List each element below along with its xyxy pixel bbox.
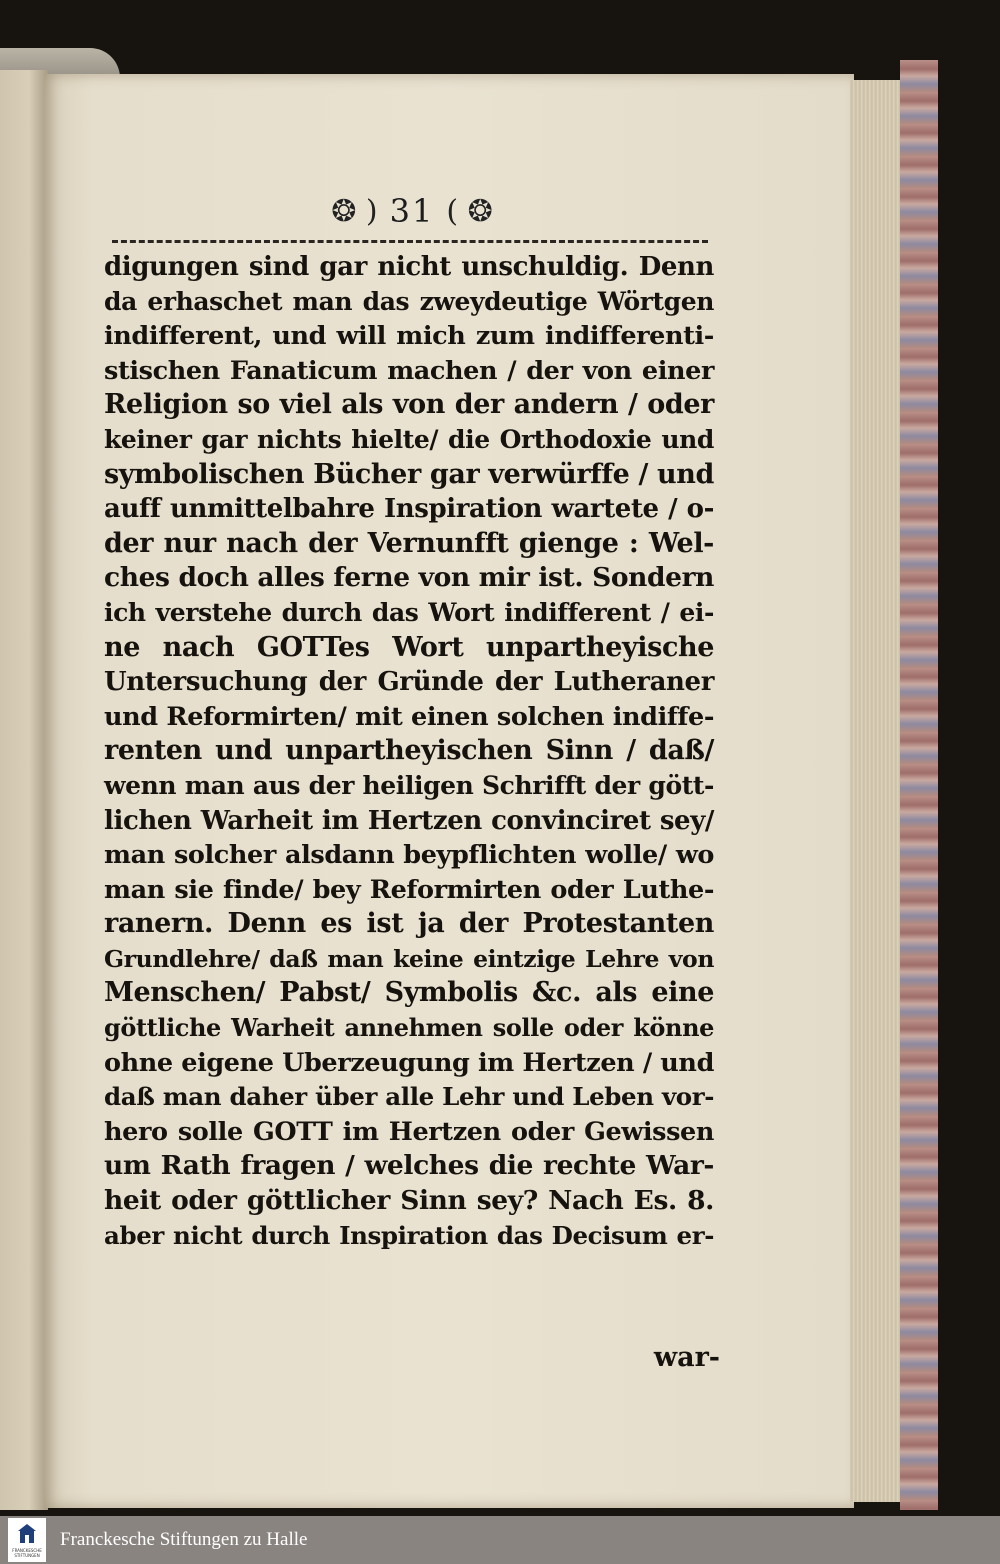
footer-bar — [0, 1516, 1000, 1564]
text-line: digungen sind gar nicht unschuldig. Denn — [104, 252, 714, 282]
text-line: um Rath fragen / welches die rechte War- — [104, 1150, 714, 1182]
text-line: göttliche Warheit annehmen solle oder könne — [104, 1013, 714, 1043]
institution-name: Franckesche Stiftungen zu Halle — [60, 1529, 308, 1550]
text-line: Grundlehre/ daß man keine eintzige Lehre von — [104, 944, 714, 973]
left-page-edge — [0, 70, 48, 1510]
page-number: 31 — [389, 192, 435, 230]
text-line: man solcher alsdann beypflichten wolle/ wo — [104, 840, 714, 871]
text-line: stischen Fanaticum machen / der von einer — [104, 355, 714, 386]
text-line: aber nicht durch Inspiration das Decisum er- — [104, 1220, 714, 1250]
text-line: Menschen/ Pabst/ Symbolis &c. als eine — [104, 977, 714, 1009]
text-line: man sie finde/ bey Reformirten oder Luthe- — [104, 874, 714, 905]
text-line: ranern. Denn es ist ja der Protestanten — [104, 908, 714, 940]
header-ornament-left: ❂ ) — [331, 193, 378, 229]
text-line: keiner gar nichts hielte/ die Orthodoxie und — [104, 424, 714, 454]
marbled-cover-edge — [900, 60, 938, 1510]
text-line: indifferent, und will mich zum indifferenti- — [104, 321, 714, 352]
text-line: hero solle GOTT im Hertzen oder Gewissen — [104, 1116, 714, 1147]
text-line: heit oder göttlicher Sinn sey? Nach Es. 8. — [104, 1185, 714, 1217]
page-header — [112, 186, 712, 236]
logo-text: FRANCKESCHE STIFTUNGEN — [12, 1548, 42, 1558]
text-line: der nur nach der Vernunfft gienge : Wel- — [104, 527, 714, 559]
text-line: da erhaschet man das zweydeutige Wörtgen — [104, 286, 714, 316]
catchword: war- — [653, 1342, 720, 1373]
body-text — [104, 250, 714, 1253]
header-ornament-right: ( ❂ — [446, 193, 493, 229]
text-line: ches doch alles ferne von mir ist. Sondern — [104, 562, 714, 594]
header-rule — [112, 240, 708, 243]
text-line: Untersuchung der Gründe der Lutheraner — [104, 667, 714, 698]
text-line: ne nach GOTTes Wort unpartheyische — [104, 631, 714, 663]
text-line: daß man daher über alle Lehr und Leben vor- — [104, 1082, 714, 1112]
text-line: wenn man aus der heiligen Schrifft der gött- — [104, 770, 714, 800]
text-line: renten und unpartheyischen Sinn / daß/ — [104, 735, 714, 767]
text-line: ohne eigene Uberzeugung im Hertzen / und — [104, 1047, 714, 1078]
page-stack-edge — [850, 80, 906, 1502]
text-line: ich verstehe durch das Wort indifferent / ei- — [104, 597, 714, 627]
text-line: lichen Warheit im Hertzen convinciret sey/ — [104, 805, 714, 836]
text-line: auff unmittelbahre Inspiration wartete / o- — [104, 494, 714, 525]
text-line: Religion so viel als von der andern / oder — [104, 389, 714, 421]
institution-logo — [8, 1518, 46, 1562]
building-icon — [16, 1522, 38, 1548]
text-line: und Reformirten/ mit einen solchen indiffe- — [104, 701, 714, 732]
text-line: symbolischen Bücher gar verwürffe / und — [104, 458, 714, 490]
